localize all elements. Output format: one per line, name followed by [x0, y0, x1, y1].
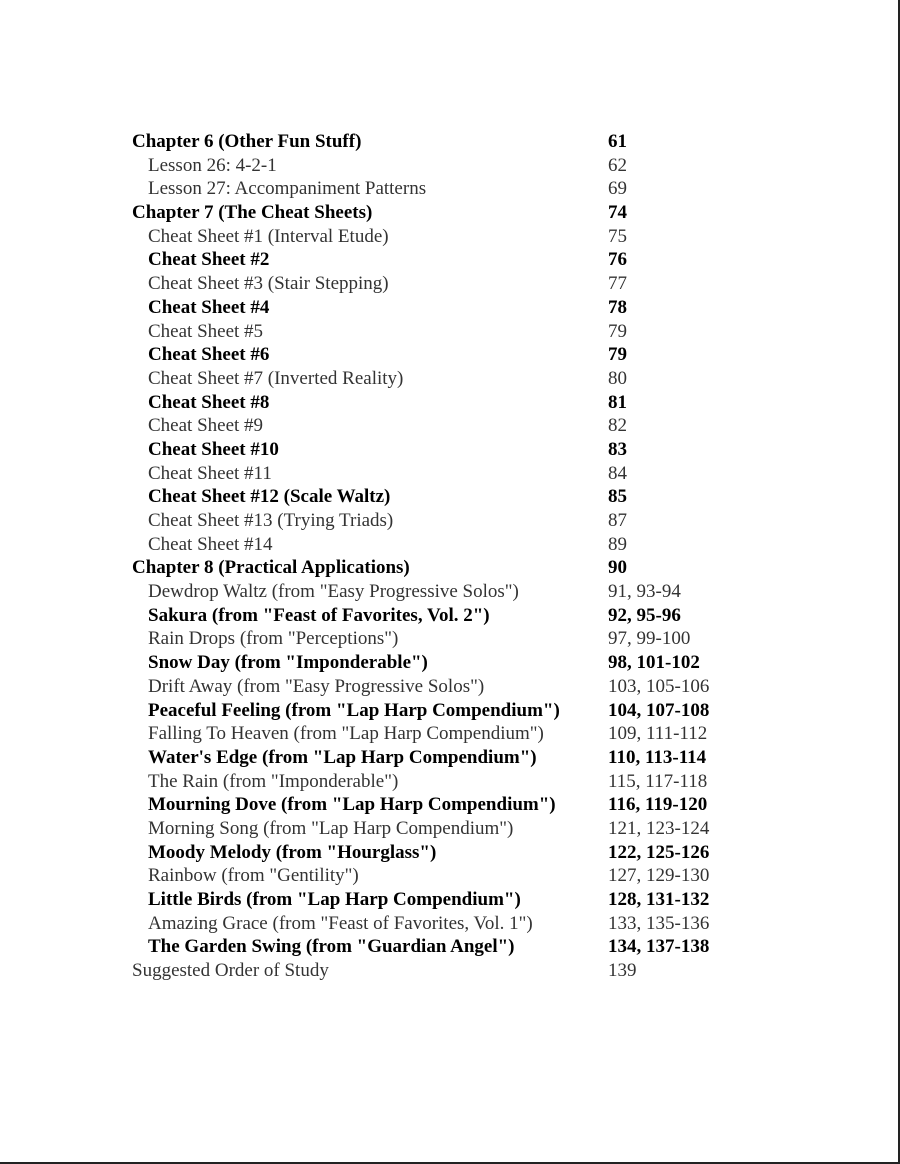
toc-entry: [0, 177, 900, 201]
toc-entry: [0, 438, 900, 462]
toc-entry-page: 69: [608, 178, 627, 200]
toc-entry-page: 139: [608, 960, 637, 982]
toc-entry-page: 127, 129-130: [608, 865, 710, 887]
toc-entry-title: The Garden Swing (from "Guardian Angel"): [148, 936, 515, 958]
toc-entry-title: Lesson 26: 4-2-1: [148, 154, 277, 176]
toc-entry-page: 76: [608, 249, 627, 271]
toc-entry-page: 77: [608, 273, 627, 295]
toc-entry: [0, 604, 900, 628]
toc-entry-page: 116, 119-120: [608, 794, 708, 816]
toc-entry-page: 104, 107-108: [608, 699, 710, 721]
toc-entry-title: Sakura (from "Feast of Favorites, Vol. 2"): [148, 604, 490, 626]
toc-entry-title: Cheat Sheet #14: [148, 533, 273, 555]
toc-entry: [0, 722, 900, 746]
toc-entry-title: Rainbow (from "Gentility"): [148, 865, 359, 887]
toc-entry-page: 115, 117-118: [608, 770, 708, 792]
toc-entry-title: Cheat Sheet #1 (Interval Etude): [148, 225, 389, 247]
toc-entry-title: Cheat Sheet #5: [148, 320, 264, 342]
toc-entry-title: Cheat Sheet #12 (Scale Waltz): [148, 486, 391, 508]
toc-entry: [0, 414, 900, 438]
toc-entry-title: Rain Drops (from "Perceptions"): [148, 628, 399, 650]
toc-entry: [0, 272, 900, 296]
toc-entry-title: Lesson 27: Accompaniment Patterns: [148, 178, 427, 200]
toc-entry-page: 83: [608, 438, 627, 460]
toc-entry-title: Snow Day (from "Imponderable"): [148, 652, 428, 674]
toc-entry: [0, 367, 900, 391]
toc-entry: [0, 580, 900, 604]
table-of-contents: [0, 130, 900, 983]
toc-entry-title: Cheat Sheet #7 (Inverted Reality): [148, 367, 404, 389]
toc-entry: [0, 888, 900, 912]
toc-entry-page: 110, 113-114: [608, 746, 707, 768]
toc-entry: [0, 462, 900, 486]
toc-entry-page: 78: [608, 296, 627, 318]
toc-entry-title: Chapter 8 (Practical Applications): [132, 557, 410, 579]
toc-entry-title: Falling To Heaven (from "Lap Harp Compendium"): [148, 723, 544, 745]
toc-entry-page: 80: [608, 367, 627, 389]
toc-entry-page: 79: [608, 320, 627, 342]
toc-entry-page: 98, 101-102: [608, 652, 700, 674]
toc-entry: [0, 912, 900, 936]
toc-entry: [0, 935, 900, 959]
toc-entry-page: 134, 137-138: [608, 936, 710, 958]
toc-entry-title: Cheat Sheet #10: [148, 438, 279, 460]
toc-entry-page: 84: [608, 462, 627, 484]
toc-entry: [0, 248, 900, 272]
toc-entry-title: Chapter 6 (Other Fun Stuff): [132, 131, 362, 152]
toc-entry: [0, 793, 900, 817]
toc-entry-page: 62: [608, 154, 627, 176]
toc-entry-title: Little Birds (from "Lap Harp Compendium"): [148, 889, 521, 910]
toc-entry: [0, 651, 900, 675]
toc-entry: [0, 509, 900, 533]
toc-entry-page: 122, 125-126: [608, 841, 710, 863]
toc-entry-title: Chapter 7 (The Cheat Sheets): [132, 202, 373, 224]
toc-entry: [0, 296, 900, 320]
toc-entry-page: 87: [608, 510, 627, 531]
toc-entry: [0, 343, 900, 367]
toc-entry: [0, 391, 900, 415]
toc-entry-page: 109, 111-112: [608, 723, 708, 745]
toc-entry: [0, 841, 900, 865]
toc-entry-page: 79: [608, 344, 627, 366]
toc-entry-title: Cheat Sheet #9: [148, 415, 264, 437]
toc-entry-page: 128, 131-132: [608, 889, 710, 910]
toc-entry-title: Drift Away (from "Easy Progressive Solos"): [148, 675, 485, 697]
toc-entry: [0, 675, 900, 699]
toc-chapter-entry: [0, 201, 900, 225]
toc-entry-page: 103, 105-106: [608, 675, 710, 697]
toc-entry: [0, 485, 900, 509]
toc-entry-title: The Rain (from "Imponderable"): [148, 770, 399, 792]
toc-entry-title: Cheat Sheet #8: [148, 391, 270, 413]
toc-chapter-entry: [0, 556, 900, 580]
toc-entry-page: 82: [608, 415, 627, 437]
toc-entry: [0, 320, 900, 344]
toc-entry-page: 92, 95-96: [608, 604, 681, 626]
toc-entry: [0, 817, 900, 841]
toc-entry: [0, 627, 900, 651]
toc-entry-title: Cheat Sheet #2: [148, 249, 270, 271]
toc-entry-title: Cheat Sheet #6: [148, 344, 270, 366]
toc-entry-page: 133, 135-136: [608, 912, 710, 934]
toc-entry-title: Morning Song (from "Lap Harp Compendium"): [148, 817, 514, 839]
toc-entry: [0, 864, 900, 888]
toc-entry: [0, 746, 900, 770]
toc-entry: [0, 699, 900, 723]
toc-chapter-entry: [0, 959, 900, 983]
toc-entry: [0, 533, 900, 557]
toc-entry-title: Mourning Dove (from "Lap Harp Compendium"): [148, 794, 556, 816]
toc-entry-page: 81: [608, 391, 627, 413]
toc-entry-page: 74: [608, 202, 627, 224]
toc-entry-page: 61: [608, 131, 627, 152]
toc-entry-title: Suggested Order of Study: [132, 960, 329, 982]
toc-entry-page: 75: [608, 225, 627, 247]
toc-entry-title: Cheat Sheet #4: [148, 296, 270, 318]
toc-entry-page: 97, 99-100: [608, 628, 691, 650]
toc-entry: [0, 154, 900, 178]
toc-entry-page: 89: [608, 533, 627, 555]
toc-entry-page: 85: [608, 486, 627, 508]
toc-entry-title: Moody Melody (from "Hourglass"): [148, 841, 437, 863]
toc-entry: [0, 770, 900, 794]
toc-entry: [0, 225, 900, 249]
toc-entry-title: Water's Edge (from "Lap Harp Compendium"): [148, 746, 537, 768]
toc-entry-title: Cheat Sheet #3 (Stair Stepping): [148, 273, 389, 295]
toc-entry-title: Cheat Sheet #11: [148, 462, 272, 484]
toc-entry-page: 90: [608, 557, 627, 579]
toc-chapter-entry: [0, 130, 900, 154]
toc-entry-title: Dewdrop Waltz (from "Easy Progressive Solos"): [148, 581, 519, 603]
toc-entry-title: Amazing Grace (from "Feast of Favorites, Vol. 1"): [148, 912, 533, 934]
toc-entry-title: Peaceful Feeling (from "Lap Harp Compendium"): [148, 699, 560, 721]
toc-entry-title: Cheat Sheet #13 (Trying Triads): [148, 510, 394, 531]
toc-entry-page: 121, 123-124: [608, 817, 710, 839]
toc-entry-page: 91, 93-94: [608, 581, 681, 603]
